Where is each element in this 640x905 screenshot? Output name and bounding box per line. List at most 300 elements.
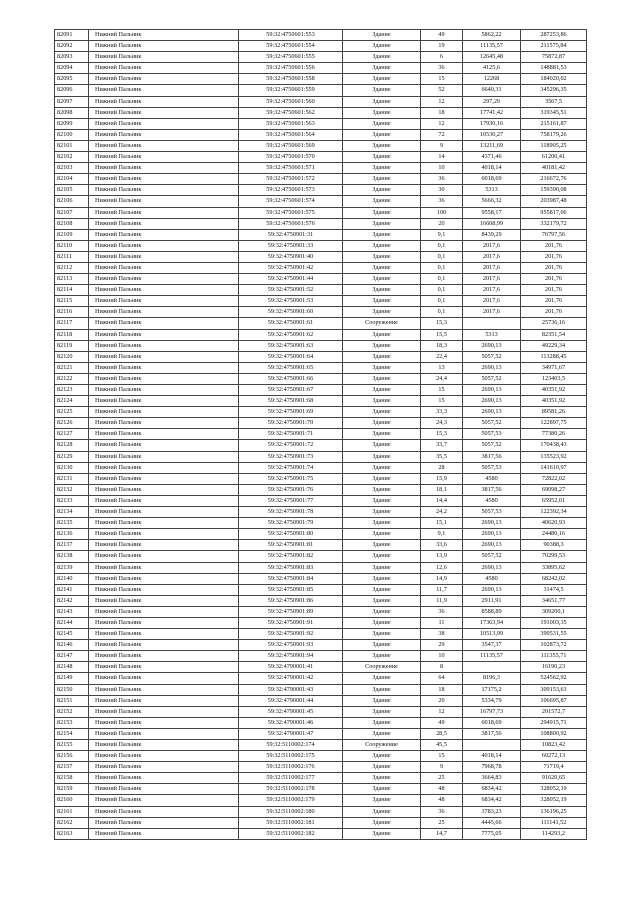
area-cell: 0,1 <box>421 296 463 307</box>
table-row <box>55 595 587 606</box>
object-type-cell: Здание <box>343 118 421 129</box>
area-cell: 12,6 <box>421 562 463 573</box>
value-cell: 399531,55 <box>521 629 587 640</box>
table-row <box>55 318 587 329</box>
value-cell: 215161,87 <box>521 118 587 129</box>
rate-cell: 2690,13 <box>463 407 521 418</box>
rate-cell: 5057,53 <box>463 462 521 473</box>
cadastral-number-cell: 59:32:4750601:554 <box>239 41 343 52</box>
area-cell: 0,1 <box>421 274 463 285</box>
locality-cell: Нижний Пальник <box>89 495 239 506</box>
row-number-cell: 82098 <box>55 107 89 118</box>
rate-cell: 12268 <box>463 74 521 85</box>
cadastral-number-cell: 59:32:4790001:47 <box>239 728 343 739</box>
value-cell: 201,76 <box>521 240 587 251</box>
row-number-cell: 82126 <box>55 418 89 429</box>
rate-cell: 2690,13 <box>463 340 521 351</box>
rate-cell: 2017,6 <box>463 307 521 318</box>
locality-cell: Нижний Пальник <box>89 751 239 762</box>
cadastral-number-cell: 59:32:4750901:77 <box>239 495 343 506</box>
locality-cell: Нижний Пальник <box>89 662 239 673</box>
area-cell: 0,1 <box>421 285 463 296</box>
row-number-cell: 82145 <box>55 629 89 640</box>
object-type-cell: Здание <box>343 152 421 163</box>
row-number-cell: 82153 <box>55 717 89 728</box>
row-number-cell: 82156 <box>55 751 89 762</box>
object-type-cell: Сооружение <box>343 662 421 673</box>
cadastral-number-cell: 59:32:5110002:175 <box>239 751 343 762</box>
area-cell: 11 <box>421 617 463 628</box>
row-number-cell: 82125 <box>55 407 89 418</box>
area-cell: 18,1 <box>421 484 463 495</box>
table-row <box>55 307 587 318</box>
value-cell: 77380,26 <box>521 429 587 440</box>
rate-cell: 9558,17 <box>463 207 521 218</box>
rate-cell: 13211,69 <box>463 140 521 151</box>
table-row <box>55 74 587 85</box>
locality-cell: Нижний Пальник <box>89 584 239 595</box>
table-row <box>55 473 587 484</box>
area-cell: 14,7 <box>421 828 463 839</box>
locality-cell: Нижний Пальник <box>89 540 239 551</box>
rate-cell: 2690,13 <box>463 518 521 529</box>
cadastral-number-cell: 59:32:4750901:70 <box>239 418 343 429</box>
area-cell: 0,1 <box>421 240 463 251</box>
cadastral-number-cell: 59:32:4750901:92 <box>239 629 343 640</box>
area-cell: 33,7 <box>421 440 463 451</box>
rate-cell <box>463 318 521 329</box>
value-cell: 25736,16 <box>521 318 587 329</box>
area-cell: 12 <box>421 96 463 107</box>
locality-cell: Нижний Пальник <box>89 407 239 418</box>
rate-cell: 2690,13 <box>463 562 521 573</box>
area-cell: 25 <box>421 773 463 784</box>
table-row <box>55 817 587 828</box>
property-table <box>54 29 587 840</box>
object-type-cell: Здание <box>343 806 421 817</box>
object-type-cell: Здание <box>343 251 421 262</box>
cadastral-number-cell: 59:32:4750901:65 <box>239 362 343 373</box>
value-cell: 328052,19 <box>521 795 587 806</box>
table-row <box>55 140 587 151</box>
object-type-cell: Здание <box>343 385 421 396</box>
value-cell: 34651,77 <box>521 595 587 606</box>
cadastral-number-cell: 59:32:4750901:40 <box>239 251 343 262</box>
cadastral-number-cell: 59:32:4790001:46 <box>239 717 343 728</box>
area-cell: 12 <box>421 706 463 717</box>
row-number-cell: 82124 <box>55 396 89 407</box>
object-type-cell: Здание <box>343 340 421 351</box>
area-cell: 36 <box>421 196 463 207</box>
object-type-cell: Здание <box>343 606 421 617</box>
cadastral-number-cell: 59:32:4750601:559 <box>239 85 343 96</box>
cadastral-number-cell: 59:32:4750901:64 <box>239 351 343 362</box>
row-number-cell: 82122 <box>55 373 89 384</box>
object-type-cell: Здание <box>343 96 421 107</box>
value-cell: 118905,25 <box>521 140 587 151</box>
row-number-cell: 82103 <box>55 163 89 174</box>
table-row <box>55 185 587 196</box>
table-row <box>55 462 587 473</box>
table-row <box>55 129 587 140</box>
object-type-cell: Здание <box>343 41 421 52</box>
cadastral-number-cell: 59:32:4750601:553 <box>239 30 343 41</box>
locality-cell: Нижний Пальник <box>89 795 239 806</box>
area-cell: 24,3 <box>421 418 463 429</box>
row-number-cell: 82131 <box>55 473 89 484</box>
rate-cell: 2690,13 <box>463 385 521 396</box>
area-cell: 49 <box>421 717 463 728</box>
value-cell: 201,76 <box>521 274 587 285</box>
rate-cell: 4580 <box>463 473 521 484</box>
table-row <box>55 673 587 684</box>
row-number-cell: 82139 <box>55 562 89 573</box>
area-cell: 15 <box>421 751 463 762</box>
object-type-cell: Здание <box>343 784 421 795</box>
cadastral-number-cell: 59:32:4750901:94 <box>239 651 343 662</box>
rate-cell: 5313 <box>463 185 521 196</box>
table-row <box>55 728 587 739</box>
table-row <box>55 118 587 129</box>
rate-cell: 17930,16 <box>463 118 521 129</box>
table-row <box>55 695 587 706</box>
row-number-cell: 82141 <box>55 584 89 595</box>
area-cell: 25 <box>421 817 463 828</box>
cadastral-number-cell: 59:32:5110002:178 <box>239 784 343 795</box>
row-number-cell: 82161 <box>55 806 89 817</box>
area-cell: 20 <box>421 695 463 706</box>
cadastral-number-cell: 59:32:4750601:573 <box>239 185 343 196</box>
locality-cell: Нижний Пальник <box>89 640 239 651</box>
value-cell: 955817,06 <box>521 207 587 218</box>
table-row <box>55 351 587 362</box>
row-number-cell: 82110 <box>55 240 89 251</box>
area-cell: 11,7 <box>421 584 463 595</box>
value-cell: 201,76 <box>521 251 587 262</box>
value-cell: 72822,02 <box>521 473 587 484</box>
table-row <box>55 684 587 695</box>
area-cell: 15,1 <box>421 518 463 529</box>
rate-cell: 5313 <box>463 329 521 340</box>
locality-cell: Нижний Пальник <box>89 118 239 129</box>
object-type-cell: Здание <box>343 285 421 296</box>
rate-cell: 5057,52 <box>463 551 521 562</box>
area-cell: 33,6 <box>421 540 463 551</box>
value-cell: 136196,25 <box>521 806 587 817</box>
area-cell: 15,5 <box>421 329 463 340</box>
table-row <box>55 373 587 384</box>
rate-cell: 6834,42 <box>463 795 521 806</box>
object-type-cell: Здание <box>343 751 421 762</box>
cadastral-number-cell: 59:32:4750901:60 <box>239 307 343 318</box>
locality-cell: Нижний Пальник <box>89 52 239 63</box>
table-row <box>55 562 587 573</box>
value-cell: 201572,7 <box>521 706 587 717</box>
object-type-cell: Здание <box>343 307 421 318</box>
row-number-cell: 82109 <box>55 229 89 240</box>
row-number-cell: 82107 <box>55 207 89 218</box>
table-row <box>55 740 587 751</box>
row-number-cell: 82091 <box>55 30 89 41</box>
row-number-cell: 82120 <box>55 351 89 362</box>
value-cell: 135523,92 <box>521 451 587 462</box>
table-row <box>55 52 587 63</box>
locality-cell: Нижний Пальник <box>89 229 239 240</box>
cadastral-number-cell: 59:32:4750601:563 <box>239 118 343 129</box>
value-cell: 216672,76 <box>521 174 587 185</box>
locality-cell: Нижний Пальник <box>89 473 239 484</box>
object-type-cell: Здание <box>343 484 421 495</box>
rate-cell: 5057,52 <box>463 373 521 384</box>
area-cell: 24,4 <box>421 373 463 384</box>
object-type-cell: Здание <box>343 595 421 606</box>
cadastral-number-cell: 59:32:4750901:84 <box>239 573 343 584</box>
row-number-cell: 82118 <box>55 329 89 340</box>
table-row <box>55 196 587 207</box>
value-cell: 34971,67 <box>521 362 587 373</box>
object-type-cell: Здание <box>343 74 421 85</box>
rate-cell: 5057,52 <box>463 418 521 429</box>
locality-cell: Нижний Пальник <box>89 174 239 185</box>
area-cell: 22,4 <box>421 351 463 362</box>
rate-cell: 4445,66 <box>463 817 521 828</box>
table-row <box>55 751 587 762</box>
value-cell: 61200,41 <box>521 152 587 163</box>
object-type-cell: Здание <box>343 373 421 384</box>
cadastral-number-cell: 59:32:4750901:83 <box>239 562 343 573</box>
row-number-cell: 82147 <box>55 651 89 662</box>
area-cell: 48 <box>421 795 463 806</box>
rate-cell: 2017,6 <box>463 240 521 251</box>
row-number-cell: 82151 <box>55 695 89 706</box>
rate-cell: 4018,14 <box>463 751 521 762</box>
rate-cell: 2017,6 <box>463 274 521 285</box>
value-cell: 40351,92 <box>521 396 587 407</box>
table-row <box>55 617 587 628</box>
value-cell: 40620,93 <box>521 518 587 529</box>
table-row <box>55 651 587 662</box>
object-type-cell: Здание <box>343 706 421 717</box>
cadastral-number-cell: 59:32:4750601:575 <box>239 207 343 218</box>
locality-cell: Нижний Пальник <box>89 96 239 107</box>
locality-cell: Нижний Пальник <box>89 573 239 584</box>
locality-cell: Нижний Пальник <box>89 595 239 606</box>
object-type-cell: Сооружение <box>343 318 421 329</box>
table-row <box>55 362 587 373</box>
row-number-cell: 82138 <box>55 551 89 562</box>
locality-cell: Нижний Пальник <box>89 695 239 706</box>
row-number-cell: 82102 <box>55 152 89 163</box>
object-type-cell: Здание <box>343 673 421 684</box>
value-cell: 201,76 <box>521 262 587 273</box>
area-cell: 45,5 <box>421 740 463 751</box>
locality-cell: Нижний Пальник <box>89 329 239 340</box>
rate-cell: 3783,23 <box>463 806 521 817</box>
table-row <box>55 396 587 407</box>
value-cell: 75872,87 <box>521 52 587 63</box>
cadastral-number-cell: 59:32:4790001:42 <box>239 673 343 684</box>
cadastral-number-cell: 59:32:4750901:75 <box>239 473 343 484</box>
rate-cell: 2690,13 <box>463 529 521 540</box>
row-number-cell: 82094 <box>55 63 89 74</box>
row-number-cell: 82104 <box>55 174 89 185</box>
rate-cell: 2690,13 <box>463 396 521 407</box>
table-row <box>55 96 587 107</box>
rate-cell: 5862,22 <box>463 30 521 41</box>
area-cell: 14,4 <box>421 495 463 506</box>
locality-cell: Нижний Пальник <box>89 107 239 118</box>
object-type-cell: Здание <box>343 728 421 739</box>
value-cell: 309153,63 <box>521 684 587 695</box>
object-type-cell: Здание <box>343 274 421 285</box>
object-type-cell: Здание <box>343 418 421 429</box>
area-cell: 9 <box>421 140 463 151</box>
object-type-cell: Здание <box>343 396 421 407</box>
cadastral-number-cell: 59:32:4750901:62 <box>239 329 343 340</box>
row-number-cell: 82152 <box>55 706 89 717</box>
rate-cell: 5334,79 <box>463 695 521 706</box>
locality-cell: Нижний Пальник <box>89 185 239 196</box>
cadastral-number-cell: 59:32:4750901:85 <box>239 584 343 595</box>
row-number-cell: 82158 <box>55 773 89 784</box>
area-cell: 28,5 <box>421 728 463 739</box>
object-type-cell: Здание <box>343 684 421 695</box>
row-number-cell: 82101 <box>55 140 89 151</box>
rate-cell: 4018,14 <box>463 163 521 174</box>
cadastral-number-cell: 59:32:4750901:53 <box>239 296 343 307</box>
row-number-cell: 82100 <box>55 129 89 140</box>
cadastral-number-cell: 59:32:4790001:44 <box>239 695 343 706</box>
locality-cell: Нижний Пальник <box>89 828 239 839</box>
value-cell: 16190,23 <box>521 662 587 673</box>
value-cell: 345296,35 <box>521 85 587 96</box>
object-type-cell: Здание <box>343 629 421 640</box>
rate-cell: 6834,42 <box>463 784 521 795</box>
rate-cell: 2017,6 <box>463 296 521 307</box>
cadastral-number-cell: 59:32:4790001:43 <box>239 684 343 695</box>
locality-cell: Нижний Пальник <box>89 274 239 285</box>
value-cell: 201,76 <box>521 307 587 318</box>
cadastral-number-cell: 59:32:5110002:180 <box>239 806 343 817</box>
table-row <box>55 41 587 52</box>
table-row <box>55 806 587 817</box>
object-type-cell: Здание <box>343 451 421 462</box>
area-cell: 14,9 <box>421 573 463 584</box>
rate-cell: 2690,13 <box>463 540 521 551</box>
object-type-cell: Здание <box>343 129 421 140</box>
area-cell: 36 <box>421 806 463 817</box>
table-body <box>55 30 587 840</box>
cadastral-number-cell: 59:32:4750901:42 <box>239 262 343 273</box>
area-cell: 18,3 <box>421 340 463 351</box>
rate-cell: 3547,37 <box>463 640 521 651</box>
object-type-cell: Здание <box>343 640 421 651</box>
value-cell: 108800,92 <box>521 728 587 739</box>
row-number-cell: 82119 <box>55 340 89 351</box>
row-number-cell: 82097 <box>55 96 89 107</box>
object-type-cell: Здание <box>343 140 421 151</box>
area-cell: 15 <box>421 396 463 407</box>
row-number-cell: 82096 <box>55 85 89 96</box>
object-type-cell: Здание <box>343 196 421 207</box>
locality-cell: Нижний Пальник <box>89 706 239 717</box>
value-cell: 148881,53 <box>521 63 587 74</box>
row-number-cell: 82099 <box>55 118 89 129</box>
locality-cell: Нижний Пальник <box>89 484 239 495</box>
cadastral-number-cell: 59:32:4750601:556 <box>239 63 343 74</box>
area-cell: 52 <box>421 85 463 96</box>
area-cell: 36 <box>421 63 463 74</box>
locality-cell: Нижний Пальник <box>89 240 239 251</box>
object-type-cell: Здание <box>343 207 421 218</box>
locality-cell: Нижний Пальник <box>89 728 239 739</box>
area-cell: 9 <box>421 762 463 773</box>
value-cell: 201,76 <box>521 296 587 307</box>
table-row <box>55 706 587 717</box>
cadastral-number-cell: 59:32:4750901:79 <box>239 518 343 529</box>
rate-cell: 3664,83 <box>463 773 521 784</box>
locality-cell: Нижний Пальник <box>89 684 239 695</box>
area-cell: 14 <box>421 152 463 163</box>
area-cell: 13,9 <box>421 551 463 562</box>
area-cell: 49 <box>421 30 463 41</box>
cadastral-number-cell: 59:32:4790001:45 <box>239 706 343 717</box>
value-cell: 91620,65 <box>521 773 587 784</box>
area-cell: 10 <box>421 163 463 174</box>
area-cell: 35,5 <box>421 451 463 462</box>
table-row <box>55 762 587 773</box>
value-cell: 113288,45 <box>521 351 587 362</box>
locality-cell: Нижний Пальник <box>89 717 239 728</box>
area-cell: 15 <box>421 385 463 396</box>
rate-cell: 6018,69 <box>463 174 521 185</box>
row-number-cell: 82154 <box>55 728 89 739</box>
area-cell: 48 <box>421 784 463 795</box>
row-number-cell: 82130 <box>55 462 89 473</box>
object-type-cell: Здание <box>343 362 421 373</box>
locality-cell: Нижний Пальник <box>89 129 239 140</box>
object-type-cell: Здание <box>343 695 421 706</box>
cadastral-number-cell: 59:32:4750901:78 <box>239 507 343 518</box>
locality-cell: Нижний Пальник <box>89 351 239 362</box>
object-type-cell: Здание <box>343 63 421 74</box>
object-type-cell: Здание <box>343 262 421 273</box>
table-row <box>55 584 587 595</box>
rate-cell: 7968,78 <box>463 762 521 773</box>
row-number-cell: 82093 <box>55 52 89 63</box>
rate-cell: 4371,46 <box>463 152 521 163</box>
locality-cell: Нижний Пальник <box>89 562 239 573</box>
table-row <box>55 262 587 273</box>
locality-cell: Нижний Пальник <box>89 373 239 384</box>
value-cell: 332179,72 <box>521 218 587 229</box>
row-number-cell: 82160 <box>55 795 89 806</box>
area-cell: 11,9 <box>421 595 463 606</box>
table-row <box>55 207 587 218</box>
locality-cell: Нижний Пальник <box>89 307 239 318</box>
table-row <box>55 63 587 74</box>
cadastral-number-cell: 59:32:4750601:570 <box>239 152 343 163</box>
cadastral-number-cell: 59:32:4750901:71 <box>239 429 343 440</box>
row-number-cell: 82116 <box>55 307 89 318</box>
row-number-cell: 82157 <box>55 762 89 773</box>
value-cell: 328052,19 <box>521 784 587 795</box>
row-number-cell: 82162 <box>55 817 89 828</box>
area-cell: 19 <box>421 41 463 52</box>
locality-cell: Нижний Пальник <box>89 63 239 74</box>
value-cell: 203987,48 <box>521 196 587 207</box>
locality-cell: Нижний Пальник <box>89 773 239 784</box>
